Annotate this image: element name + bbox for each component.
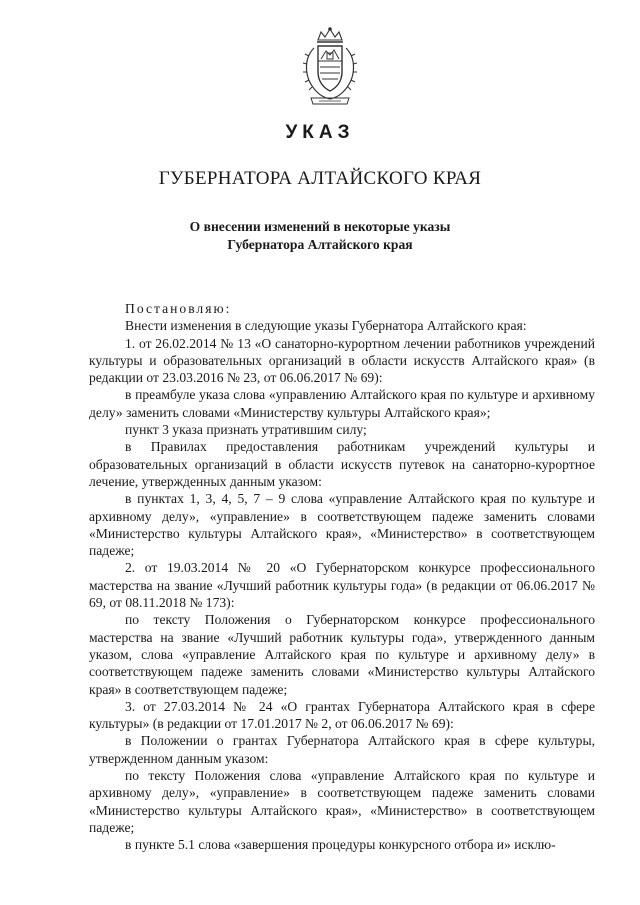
paragraph: в Правилах предоставления работникам учреждений культуры и образовательных организаций в области искусств путевок на санаторно-курортное лечение, утвержденных данным указом: xyxy=(89,439,595,489)
coat-of-arms-icon xyxy=(297,26,363,110)
paragraph: 2. от 19.03.2014 № 20 «О Губернаторском конкурсе профессионального мастерства на звание «Лучший работник культуры года» (в редакции от 06.06.2017 № 69, от 08.11.2018 № 173): xyxy=(89,560,595,611)
paragraph: по тексту Положения слова «управление Алтайского края по культуре и архивному делу», «управление» в соответствующем падеже заменить словами «Министерство культуры Алтайского края», «Министерство» в соответствующем падеже; xyxy=(89,768,595,835)
paragraph: Внести изменения в следующие указы Губернатора Алтайского края: xyxy=(125,318,527,334)
paragraph: 1. от 26.02.2014 № 13 «О санаторно-курортном лечении работников учреждений культуры и образовательных организаций в области искусств Алтайского края» (в редакции от 23.03.2016 № 23, от 06.06.2017 № 69): xyxy=(89,335,595,386)
paragraph: в пунктах 1, 3, 4, 5, 7 – 9 слова «управление Алтайского края по культуре и архивному делу», «управление» в соответствующем падеже заменить словами «Министерство культуры Алтайского края», «Министерство» в соответствующем падеже; xyxy=(89,491,595,559)
issuing-authority: ГУБЕРНАТОРА АЛТАЙСКОГО КРАЯ xyxy=(158,168,482,189)
document-body xyxy=(89,300,595,854)
paragraph: пункт 3 указа признать утратившим силу; xyxy=(125,422,367,438)
paragraph: в пункте 5.1 слова «завершения процедуры конкурсного отбора и» исклю- xyxy=(125,837,556,853)
paragraph: по тексту Положения о Губернаторском конкурсе профессионального мастерства на звание «Лучший работник культуры года», утвержденного данным указом, слова «управление Алтайского края по культуре и архивному делу» в соответствующем падеже заменить словами «Министерство культуры Алтайского края» в соответствующем падеже; xyxy=(89,612,595,697)
decree-word: Постановляю: xyxy=(125,301,232,316)
document-type: УКАЗ xyxy=(285,122,355,143)
paragraph: в Положении о грантах Губернатора Алтайского края в сфере культуры, утвержденном данным указом: xyxy=(89,733,595,766)
paragraph: в преамбуле указа слова «управлению Алтайского края по культуре и архивному делу» заменить словами «Министерству культуры Алтайского края»; xyxy=(89,387,595,420)
paragraph: 3. от 27.03.2014 № 24 «О грантах Губернатора Алтайского края в сфере культуры» (в редакции от 17.01.2017 № 2, от 06.06.2017 № 69): xyxy=(89,698,595,732)
document-subject xyxy=(0,218,640,254)
subject-line: Губернатора Алтайского края xyxy=(227,237,413,252)
subject-line: О внесении изменений в некоторые указы xyxy=(189,219,451,234)
